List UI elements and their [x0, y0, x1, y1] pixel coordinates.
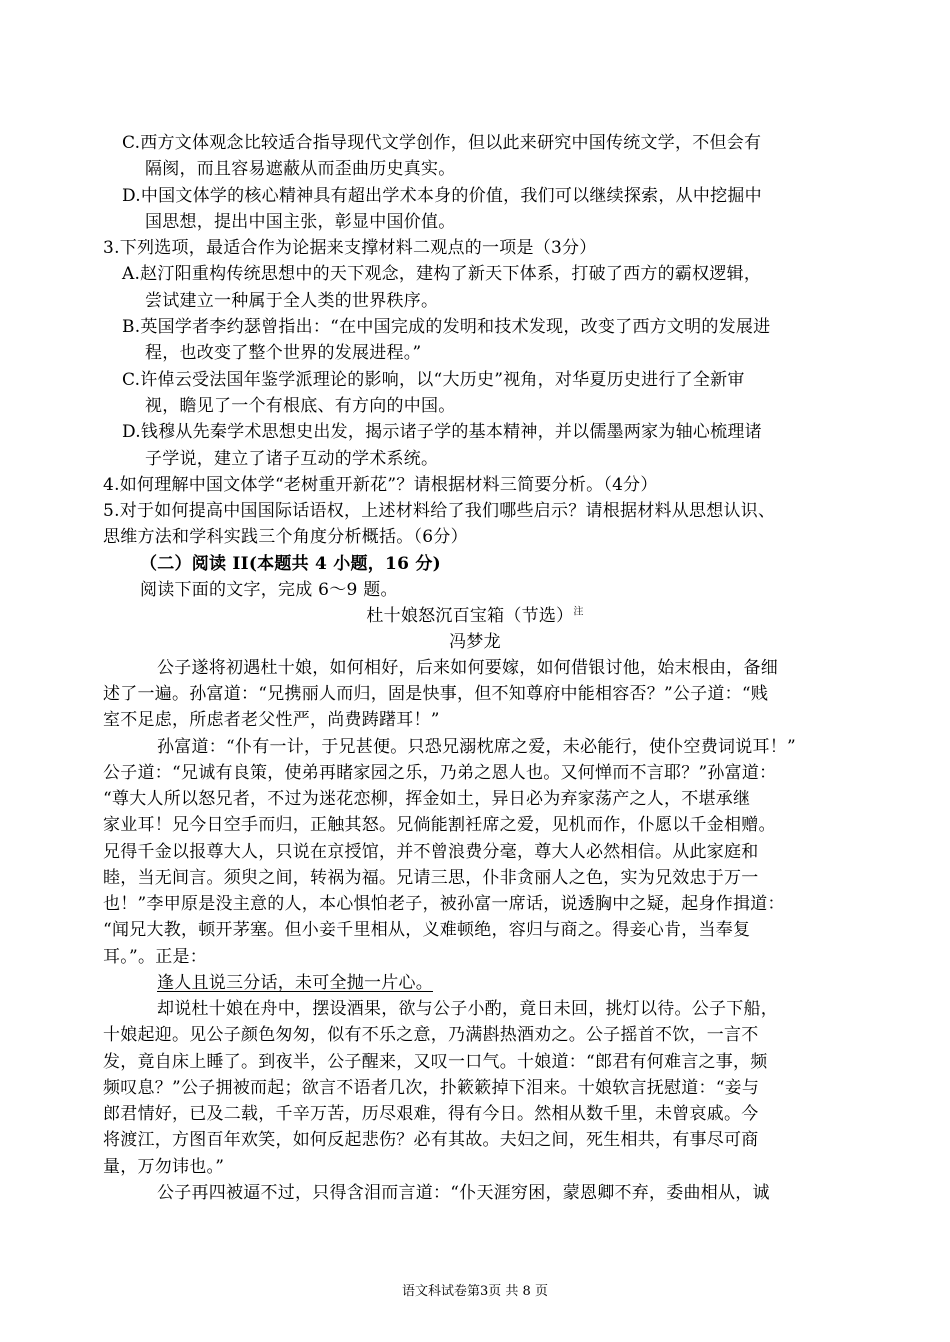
page-footer: 语文科试卷第3页 共 8 页 — [402, 1284, 548, 1299]
passage-title — [0, 603, 950, 629]
paragraph-2-line-4: 家业耳！兄今日空手而归，正触其怒。兄倘能割衽席之爱，见机而作，仆愿以千金相赠。 — [103, 815, 776, 835]
paragraph-2-line-7: 也！”李甲原是没主意的人，本心惧怕老子，被孙富一席话，说透胸中之疑，起身作揖道： — [103, 894, 785, 914]
paragraph-3-line-1: 却说杜十娘在舟中，摆设酒果，欲与公子小酌，竟日未回，挑灯以待。公子下船， — [157, 999, 778, 1019]
passage-author: 冯梦龙 — [449, 632, 501, 652]
section-heading: （二）阅读 II(本题共 4 小题，16 分) — [140, 554, 441, 574]
paragraph-3-line-3: 发，竟自床上睡了。到夜半，公子醒来，又叹一口气。十娘道：“郎君有何难言之事，频 — [103, 1052, 768, 1072]
q2-option-c-line-2: 隔阂，而且容易遮蔽从而歪曲历史真实。 — [145, 159, 456, 179]
q3-option-d-line-1: D.钱穆从先秦学术思想史出发，揭示诸子学的基本精神，并以儒墨两家为轴心梳理诸 — [122, 422, 762, 442]
q2-option-d-line-2: 国思想，提出中国主张，彰显中国价值。 — [145, 212, 456, 232]
paragraph-2-line-3: “尊大人所以怒兄者，不过为迷花恋柳，挥金如土，异日必为弃家荡产之人，不堪承继 — [103, 789, 751, 809]
paragraph-1-line-1: 公子遂将初遇杜十娘，如何相好，后来如何要嫁，如何借银讨他，始末根由，备细 — [157, 658, 778, 678]
paragraph-4-line-1: 公子再四被逼不过，只得含泪而言道：“仆天涯穷困，蒙恩卿不弃，委曲相从，诚 — [157, 1183, 770, 1203]
q3-option-c-line-1: C.许倬云受法国年鉴学派理论的影响，以“大历史”视角，对华夏历史进行了全新审 — [122, 370, 745, 390]
paragraph-1-line-2: 述了一遍。孙富道：“兄携丽人而归，固是快事，但不知尊府中能相容否？”公子道：“贱 — [103, 684, 769, 704]
paragraph-2-line-6: 睦，当无间言。须臾之间，转祸为福。兄请三思，仆非贪丽人之色，实为兄效忠于万一 — [103, 868, 759, 888]
section-instruction: 阅读下面的文字，完成 6～9 题。 — [140, 580, 398, 600]
paragraph-2-line-1: 孙富道：“仆有一计，于兄甚便。只恐兄溺枕席之爱，未必能行，使仆空费词说耳！” — [157, 737, 796, 757]
q3-option-a-line-2: 尝试建立一种属于全人类的世界秩序。 — [145, 291, 439, 311]
q2-option-d-line-1: D.中国文体学的核心精神具有超出学术本身的价值，我们可以继续探索，从中挖掘中 — [122, 186, 762, 206]
question-3-stem: 3.下列选项，最适合作为论据来支撑材料二观点的一项是（3分） — [103, 238, 597, 258]
verse-line: 逢人且说三分话，未可全抛一片心。 — [157, 973, 433, 993]
paragraph-3-line-6: 将渡江，方图百年欢笑，如何反起悲伤？必有其故。夫妇之间，死生相共，有事尽可商 — [103, 1130, 759, 1150]
q3-option-a-line-1: A.赵汀阳重构传统思想中的天下观念，建构了新天下体系，打破了西方的霸权逻辑， — [122, 264, 762, 284]
q3-option-b-line-1: B.英国学者李约瑟曾指出：“在中国完成的发明和技术发现，改变了西方文明的发展进 — [122, 317, 771, 337]
q3-option-c-line-2: 视，瞻见了一个有根底、有方向的中国。 — [145, 396, 456, 416]
paragraph-2-line-2: 公子道：“兄诚有良策，使弟再睹家园之乐，乃弟之恩人也。又何惮而不言耶？”孙富道： — [103, 763, 777, 783]
paragraph-3-line-2: 十娘起迎。见公子颜色匆匆，似有不乐之意，乃满斟热酒劝之。公子摇首不饮，一言不 — [103, 1025, 759, 1045]
question-5-line-1: 5.对于如何提高中国国际话语权，上述材料给了我们哪些启示？请根据材料从思想认识、 — [103, 501, 776, 521]
paragraph-3-line-5: 郎君情好，已及二载，千辛万苦，历尽艰难，得有今日。然相从数千里，未曾哀戚。今 — [103, 1104, 759, 1124]
paragraph-2-line-8: “闻兄大教，顿开茅塞。但小妾千里相从，义难顿绝，容归与商之。得妾心肯，当奉复 — [103, 920, 751, 940]
paragraph-1-line-3: 室不足虑，所虑者老父性严，尚费踌躇耳！” — [103, 710, 440, 730]
question-4: 4.如何理解中国文体学“老树重开新花”？请根据材料三简要分析。（4分） — [103, 475, 658, 495]
title-note-mark: 注 — [573, 606, 584, 618]
passage-title-text: 杜十娘怒沉百宝箱（节选） — [366, 606, 574, 626]
question-5-line-2: 思维方法和学科实践三个角度分析概括。（6分） — [103, 527, 468, 547]
paragraph-3-line-4: 频叹息？”公子拥被而起；欲言不语者几次，扑簌簌掉下泪来。十娘软言抚慰道：“妾与 — [103, 1078, 760, 1098]
paragraph-2-line-5: 兄得千金以报尊大人，只说在京授馆，并不曾浪费分毫，尊大人必然相信。从此家庭和 — [103, 842, 759, 862]
paragraph-2-line-9: 耳。”。正是： — [103, 947, 207, 967]
q3-option-d-line-2: 子学说，建立了诸子互动的学术系统。 — [145, 449, 439, 469]
q3-option-b-line-2: 程，也改变了整个世界的发展进程。” — [145, 343, 422, 363]
q2-option-c-line-1: C.西方文体观念比较适合指导现代文学创作，但以此来研究中国传统文学，不但会有 — [122, 133, 762, 153]
paragraph-3-line-7: 量，万勿讳也。” — [103, 1157, 225, 1177]
